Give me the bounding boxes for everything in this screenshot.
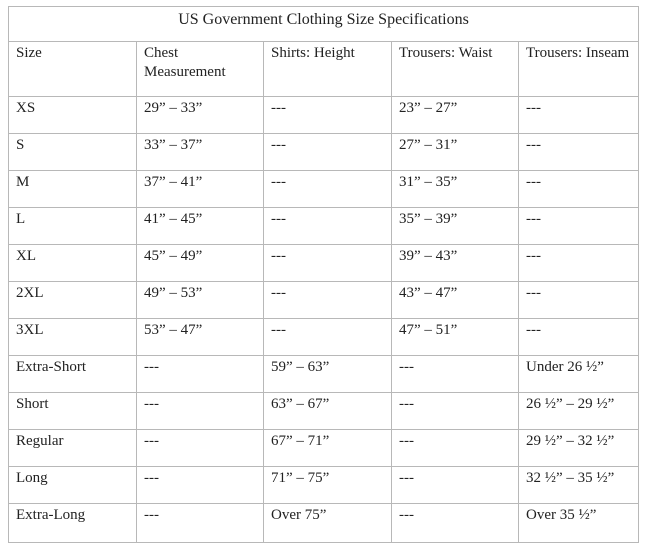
cell-size: M <box>9 171 137 208</box>
cell-trouser-waist: --- <box>392 430 519 467</box>
size-spec-table <box>8 6 639 543</box>
table-row <box>9 245 639 282</box>
cell-size: 3XL <box>9 319 137 356</box>
cell-trouser-inseam: --- <box>519 282 639 319</box>
cell-shirt-height: 59” – 63” <box>264 356 392 393</box>
cell-trouser-inseam: --- <box>519 97 639 134</box>
table-row <box>9 319 639 356</box>
header-shirt-height: Shirts: Height <box>264 42 392 97</box>
cell-trouser-inseam: 29 ½” – 32 ½” <box>519 430 639 467</box>
cell-shirt-height: --- <box>264 208 392 245</box>
cell-shirt-height: --- <box>264 97 392 134</box>
cell-chest: 53” – 47” <box>137 319 264 356</box>
cell-chest: --- <box>137 467 264 504</box>
cell-size: S <box>9 134 137 171</box>
table-row <box>9 171 639 208</box>
cell-chest: 33” – 37” <box>137 134 264 171</box>
cell-trouser-inseam: --- <box>519 171 639 208</box>
cell-shirt-height: --- <box>264 282 392 319</box>
cell-shirt-height: Over 75” <box>264 504 392 543</box>
header-chest: Chest Measurement <box>137 42 264 97</box>
table-title: US Government Clothing Size Specifications <box>9 7 639 42</box>
cell-chest: --- <box>137 393 264 430</box>
cell-shirt-height: --- <box>264 134 392 171</box>
cell-trouser-waist: 27” – 31” <box>392 134 519 171</box>
table-header-row <box>9 42 639 97</box>
cell-chest: 41” – 45” <box>137 208 264 245</box>
cell-size: L <box>9 208 137 245</box>
cell-trouser-inseam: --- <box>519 208 639 245</box>
cell-size: Extra-Long <box>9 504 137 543</box>
cell-chest: --- <box>137 430 264 467</box>
cell-trouser-waist: --- <box>392 504 519 543</box>
cell-trouser-waist: --- <box>392 393 519 430</box>
cell-size: Regular <box>9 430 137 467</box>
cell-trouser-inseam: --- <box>519 134 639 171</box>
cell-trouser-inseam: Under 26 ½” <box>519 356 639 393</box>
cell-trouser-waist: --- <box>392 356 519 393</box>
cell-shirt-height: --- <box>264 171 392 208</box>
cell-size: Short <box>9 393 137 430</box>
cell-trouser-inseam: 32 ½” – 35 ½” <box>519 467 639 504</box>
cell-size: Extra-Short <box>9 356 137 393</box>
cell-shirt-height: --- <box>264 245 392 282</box>
cell-shirt-height: 67” – 71” <box>264 430 392 467</box>
cell-trouser-inseam: --- <box>519 245 639 282</box>
table-row <box>9 504 639 543</box>
cell-trouser-inseam: Over 35 ½” <box>519 504 639 543</box>
cell-chest: 37” – 41” <box>137 171 264 208</box>
cell-trouser-waist: 23” – 27” <box>392 97 519 134</box>
table-row <box>9 97 639 134</box>
table-row <box>9 467 639 504</box>
table-row <box>9 393 639 430</box>
cell-size: XS <box>9 97 137 134</box>
cell-chest: 29” – 33” <box>137 97 264 134</box>
table-row <box>9 356 639 393</box>
header-trouser-waist: Trousers: Waist <box>392 42 519 97</box>
cell-size: Long <box>9 467 137 504</box>
cell-shirt-height: 63” – 67” <box>264 393 392 430</box>
cell-trouser-waist: 31” – 35” <box>392 171 519 208</box>
table-row <box>9 430 639 467</box>
table-row <box>9 208 639 245</box>
cell-trouser-waist: 35” – 39” <box>392 208 519 245</box>
cell-trouser-waist: 39” – 43” <box>392 245 519 282</box>
cell-chest: 45” – 49” <box>137 245 264 282</box>
cell-chest: 49” – 53” <box>137 282 264 319</box>
header-size: Size <box>9 42 137 97</box>
table-row <box>9 134 639 171</box>
cell-trouser-waist: 47” – 51” <box>392 319 519 356</box>
cell-trouser-inseam: --- <box>519 319 639 356</box>
header-trouser-inseam: Trousers: Inseam <box>519 42 639 97</box>
cell-shirt-height: --- <box>264 319 392 356</box>
table-title-row <box>9 7 639 42</box>
cell-trouser-inseam: 26 ½” – 29 ½” <box>519 393 639 430</box>
cell-size: 2XL <box>9 282 137 319</box>
cell-chest: --- <box>137 504 264 543</box>
table-body <box>9 97 639 543</box>
cell-size: XL <box>9 245 137 282</box>
table-row <box>9 282 639 319</box>
cell-trouser-waist: --- <box>392 467 519 504</box>
cell-shirt-height: 71” – 75” <box>264 467 392 504</box>
cell-chest: --- <box>137 356 264 393</box>
cell-trouser-waist: 43” – 47” <box>392 282 519 319</box>
